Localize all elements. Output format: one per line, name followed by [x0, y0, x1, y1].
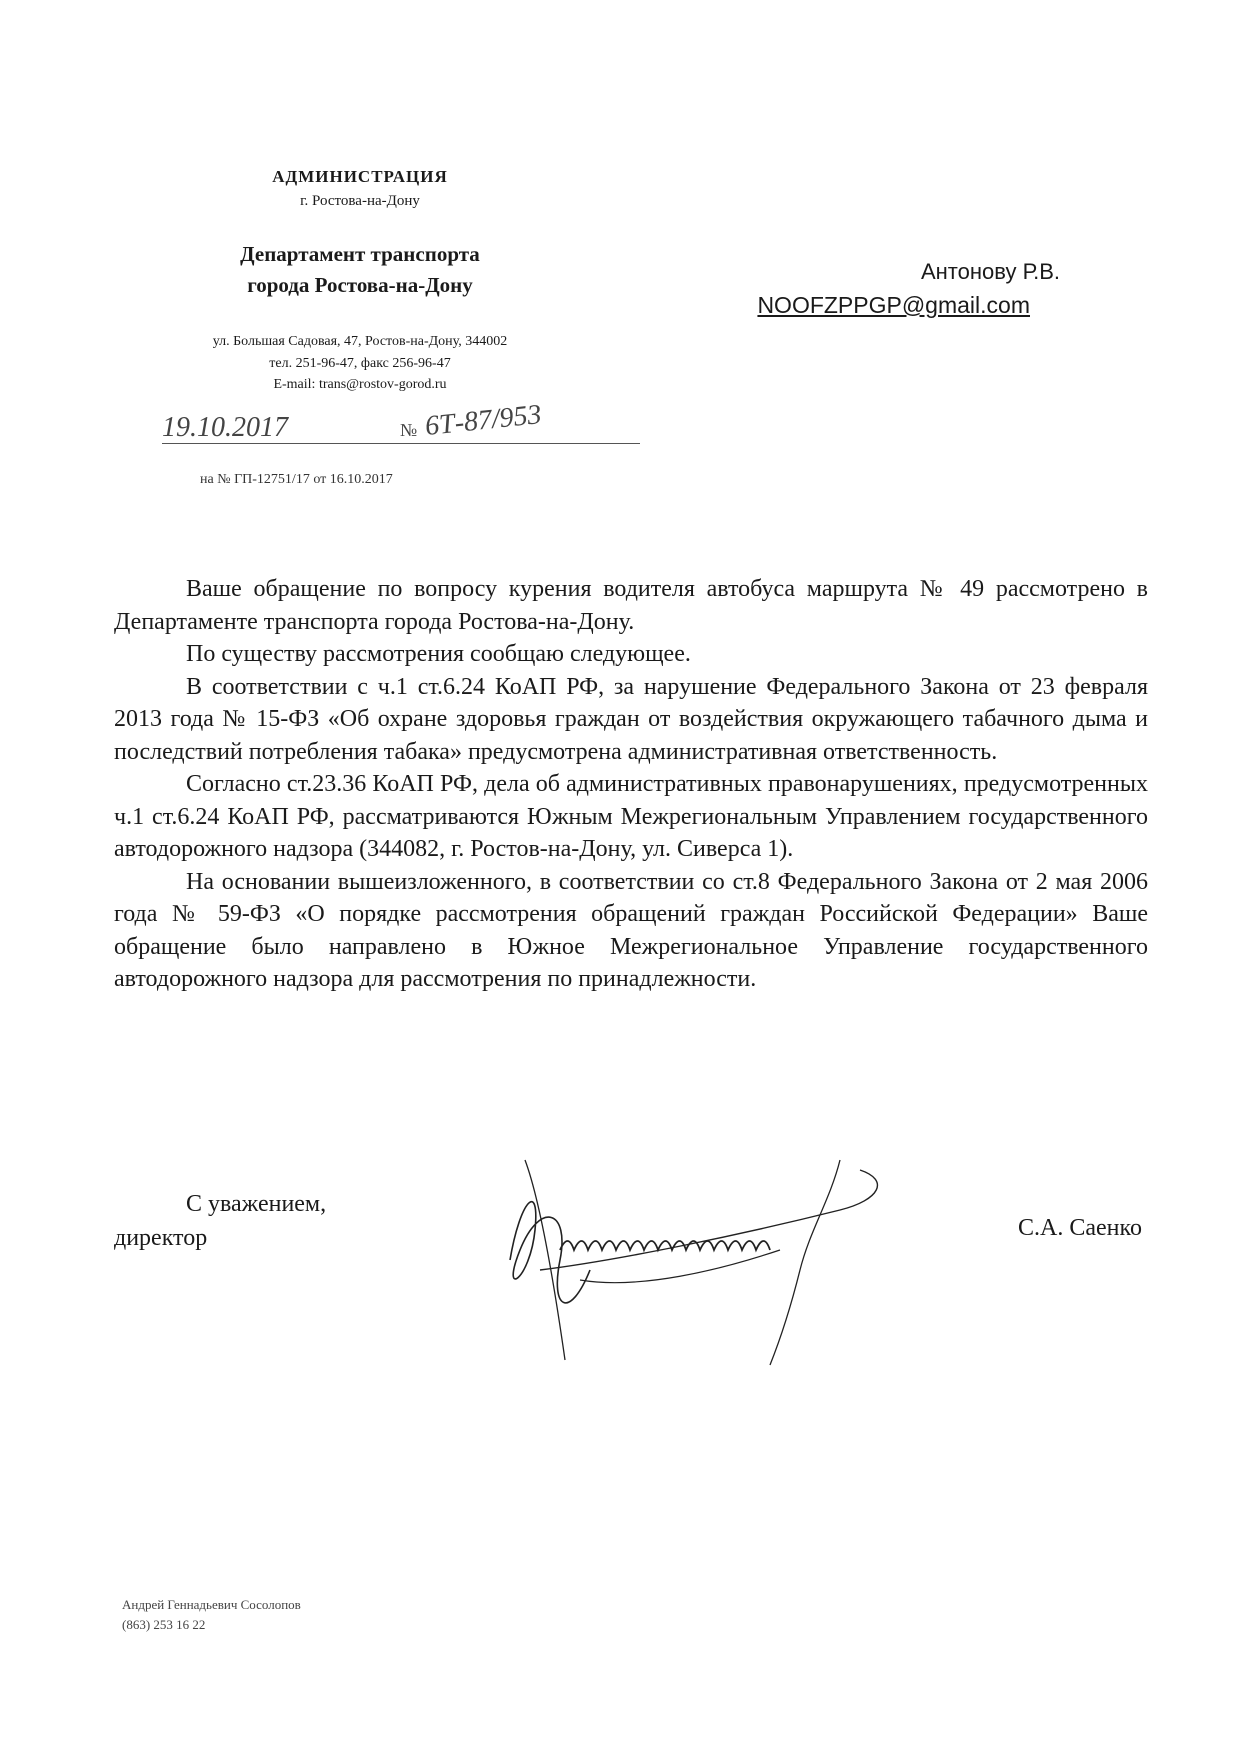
- signer-position: директор: [114, 1225, 208, 1251]
- reference-line: на № ГП-12751/17 от 16.10.2017: [200, 472, 393, 487]
- organization-title: АДМИНИСТРАЦИЯ: [272, 167, 448, 186]
- department-name-line2: города Ростова-на-Дону: [247, 273, 473, 297]
- registration-number: 6Т-87/953: [423, 398, 543, 443]
- handwritten-signature: [480, 1140, 900, 1370]
- recipient-name: Антонову Р.В.: [920, 259, 1060, 284]
- body-paragraph: Согласно ст.23.36 КоАП РФ, дела об административных правонарушениях, предусмотренных ч.1 ст.6.24 КоАП РФ, рассматриваются Южным Межрегиональным Управлением государственного автодорожного надзора (344082, г. Ростов-на-Дону, ул. Сиверса 1).: [114, 771, 1148, 862]
- body-paragraph: Ваше обращение по вопросу курения водителя автобуса маршрута № 49 рассмотрено в Департаменте транспорта города Ростова-на-Дону.: [114, 576, 1148, 635]
- sender-email: E-mail: trans@rostov-gorod.ru: [273, 377, 447, 392]
- organization-city: г. Ростова-на-Дону: [300, 193, 420, 209]
- executor-phone: (863) 253 16 22: [122, 1617, 206, 1632]
- registration-underline: [162, 443, 640, 444]
- executor-name: Андрей Геннадьевич Сосолопов: [122, 1597, 301, 1612]
- sender-phone-fax: тел. 251-96-47, факс 256-96-47: [269, 356, 451, 371]
- recipient-email: NOOFZPPGP@gmail.com: [757, 292, 1030, 318]
- department-name-line1: Департамент транспорта: [240, 242, 480, 266]
- registration-number-sign: №: [400, 420, 418, 440]
- closing-greeting: С уважением,: [186, 1191, 327, 1217]
- body-paragraph: В соответствии с ч.1 ст.6.24 КоАП РФ, за нарушение Федерального Закона от 23 февраля 2013 года № 15-ФЗ «Об охране здоровья граждан от воздействия окружающего табачного дыма и последствий потребления табака» предусмотрена административная ответственность.: [114, 673, 1148, 765]
- sender-address: ул. Большая Садовая, 47, Ростов-на-Дону, 344002: [212, 334, 508, 349]
- signer-name: С.А. Саенко: [1018, 1215, 1142, 1241]
- body-paragraph: На основании вышеизложенного, в соответствии со ст.8 Федерального Закона от 2 мая 2006 года № 59-ФЗ «О порядке рассмотрения обращений граждан Российской Федерации» Ваше обращение было направлено в Южное Межрегиональное Управление государственного автодорожного надзора для рассмотрения по принадлежности.: [114, 868, 1148, 992]
- registration-date: 19.10.2017: [162, 412, 288, 443]
- letter-body: [114, 573, 1148, 996]
- body-paragraph: По существу рассмотрения сообщаю следующее.: [186, 641, 691, 667]
